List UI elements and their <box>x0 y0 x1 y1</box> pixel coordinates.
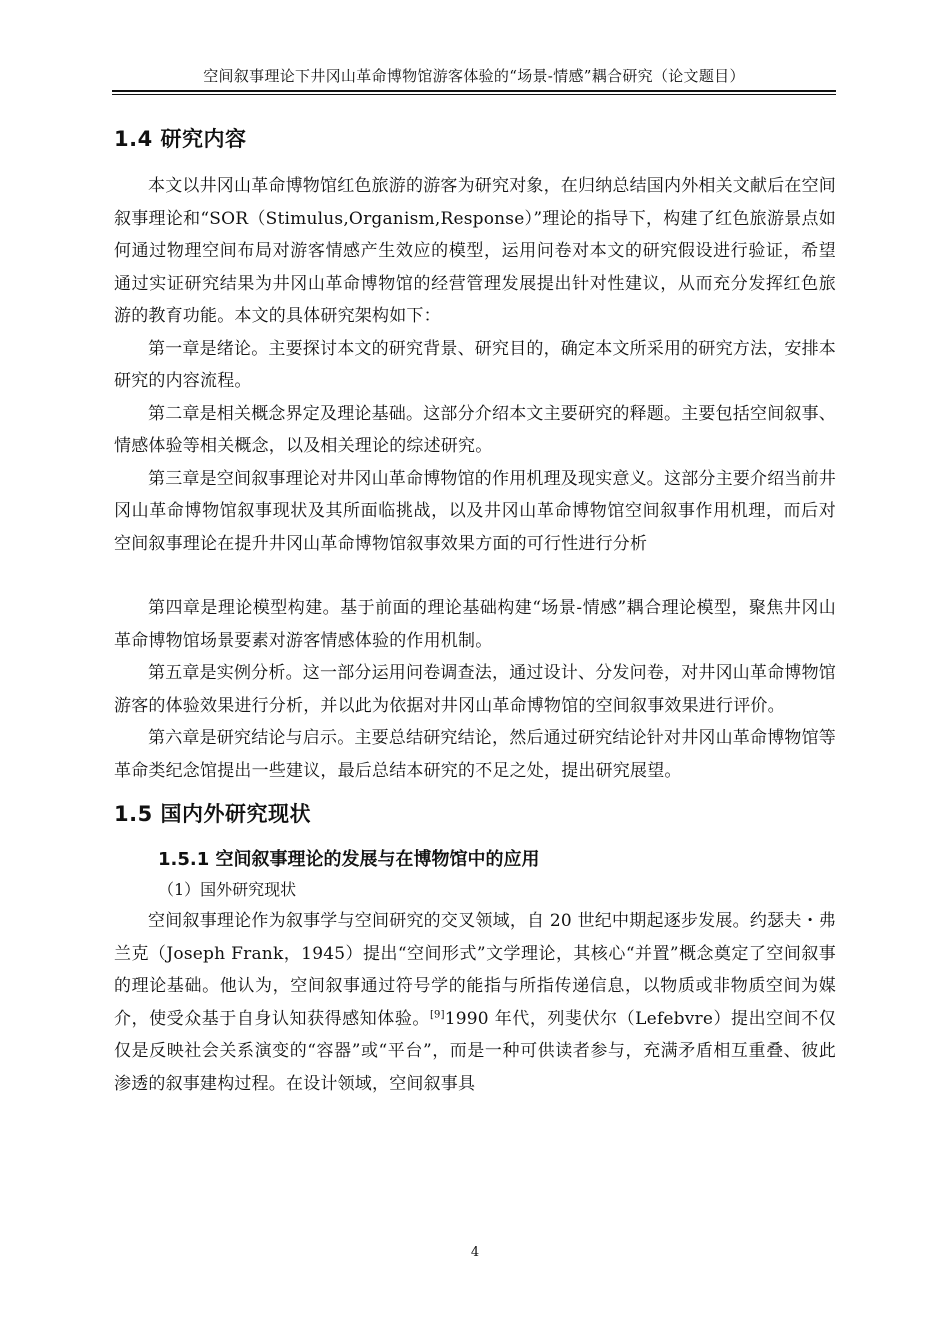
running-header: 空间叙事理论下井冈山革命博物馆游客体验的“场景-情感”耦合研究（论文题目） <box>203 67 745 85</box>
paragraph-spatial-narrative-part2: 1990 年代，列斐伏尔（Lefebvre）提出空间不仅仅是反映社会关系演变的“容器”或“平台”，而是一种可供读者参与，充满矛盾相互重叠、彼此渗透的叙事建构过程。在设计领域，空间叙事具 <box>114 1008 836 1094</box>
paragraph-chapter-6: 第六章是研究结论与启示。主要总结研究结论，然后通过研究结论针对井冈山革命博物馆等革命类纪念馆提出一些建议，最后总结本研究的不足之处，提出研究展望。 <box>114 728 836 781</box>
paragraph-chapter-5: 第五章是实例分析。这一部分运用问卷调查法，通过设计、分发问卷，对井冈山革命博物馆游客的体验效果进行分析，并以此为依据对井冈山革命博物馆的空间叙事效果进行评价。 <box>114 663 836 716</box>
paragraph-spatial-narrative <box>114 905 836 1100</box>
paragraph-spatial-narrative-part1: 空间叙事理论作为叙事学与空间研究的交叉领域，自 20 世纪中期起逐步发展。约瑟夫・弗兰克（Joseph Frank，1945）提出“空间形式”文学理论，其核心“并置”概念奠定了空间叙事的理论基础。他认为，空间叙事通过符号学的能指与所指传递信息，以物质或非物质空间为媒介，使受众基于自身认知获得感知体验。 <box>114 911 836 1029</box>
paragraph-chapter-4: 第四章是理论模型构建。基于前面的理论基础构建“场景-情感”耦合理论模型，聚焦井冈山革命博物馆场景要素对游客情感体验的作用机制。 <box>114 598 836 651</box>
page-content <box>114 120 836 1100</box>
header-rule-thick <box>112 90 836 92</box>
section-heading-1-4: 1.4 研究内容 <box>114 127 247 151</box>
paragraph-chapter-1: 第一章是绪论。主要探讨本文的研究背景、研究目的，确定本文所采用的研究方法，安排本研究的内容流程。 <box>114 338 836 391</box>
paragraph-chapter-3: 第三章是空间叙事理论对井冈山革命博物馆的作用机理及现实意义。这部分主要介绍当前井冈山革命博物馆叙事现状及其所面临挑战，以及井冈山革命博物馆空间叙事作用机理，而后对空间叙事理论在提升井冈山革命博物馆叙事效果方面的可行性进行分析 <box>114 468 836 554</box>
page-number: 4 <box>470 1245 480 1260</box>
paragraph-intro: 本文以井冈山革命博物馆红色旅游的游客为研究对象，在归纳总结国内外相关文献后在空间叙事理论和“SOR（Stimulus,Organism,Response）”理论的指导下，构建了红色旅游景点如何通过物理空间布局对游客情感产生效应的模型，运用问卷对本文的研究假设进行验证，希望通过实证研究结果为井冈山革命博物馆的经营管理发展提出针对性建议，从而充分发挥红色旅游的教育功能。本文的具体研究架构如下： <box>114 176 836 326</box>
header-rule-thin <box>112 94 836 95</box>
foreign-research-label: （1）国外研究现状 <box>158 880 297 899</box>
subsection-heading-1-5-1: 1.5.1 空间叙事理论的发展与在博物馆中的应用 <box>158 849 540 870</box>
section-heading-1-5: 1.5 国内外研究现状 <box>114 802 312 826</box>
citation-marker[interactable]: [9] <box>429 1008 445 1020</box>
paragraph-chapter-2: 第二章是相关概念界定及理论基础。这部分介绍本文主要研究的释题。主要包括空间叙事、情感体验等相关概念，以及相关理论的综述研究。 <box>114 403 836 456</box>
